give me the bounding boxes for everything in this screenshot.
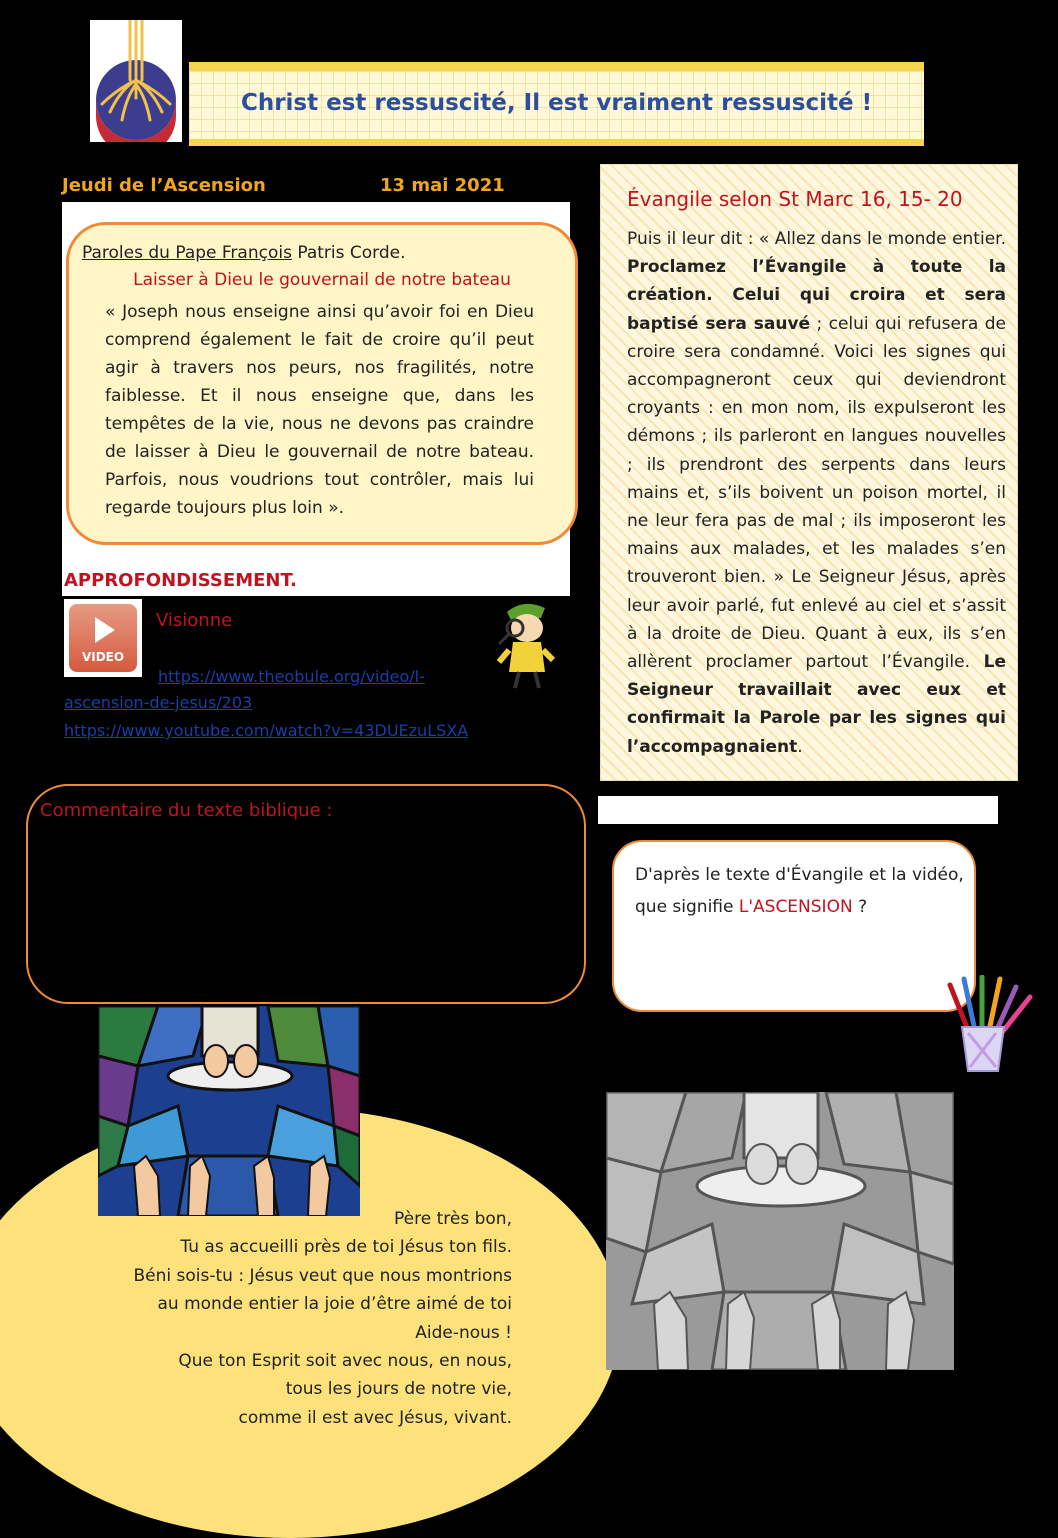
logo-icon bbox=[90, 20, 182, 142]
page-title: Christ est ressuscité, Il est vraiment ressuscité ! bbox=[240, 90, 873, 116]
question-highlight: L'ASCENSION bbox=[738, 897, 853, 917]
gospel-text-1: Puis il leur dit : « Allez dans le monde entier. bbox=[627, 229, 1006, 249]
play-icon bbox=[95, 617, 115, 643]
detective-mascot-icon bbox=[493, 598, 559, 694]
feast-date: 13 mai 2021 bbox=[380, 175, 505, 196]
question-text bbox=[635, 859, 965, 923]
pope-heading bbox=[82, 243, 406, 263]
pencils-icon bbox=[944, 975, 1044, 1073]
prayer-line: au monde entier la joie d’être aimé de toi bbox=[157, 1294, 512, 1315]
date-header bbox=[62, 175, 522, 201]
prayer-line: Tu as accueilli près de toi Jésus ton fils. bbox=[180, 1237, 512, 1258]
logo bbox=[90, 20, 182, 142]
prayer-line: Que ton Esprit soit avec nous, en nous, bbox=[178, 1351, 512, 1372]
theobule-link[interactable]: https://www.theobule.org/video/l- bbox=[158, 667, 425, 686]
prayer-text bbox=[70, 1205, 512, 1432]
prayer-line: Père très bon, bbox=[394, 1209, 512, 1229]
title-banner bbox=[189, 62, 924, 146]
prayer-line: Aide-nous ! bbox=[415, 1322, 512, 1343]
youtube-link[interactable]: https://www.youtube.com/watch?v=43DUEzuLSXA bbox=[64, 721, 469, 740]
pope-quote-text: « Joseph nous enseigne ainsi qu’avoir foi en Dieu comprend également le fait de croire qu’il peut agir à travers nos peurs, nos fragilités, notre faiblesse. Et il nous enseigne que, dans les tempêtes de la vie, nous ne devons pas craindre de laisser à Dieu le gouvernail de notre bateau. Parfois, nous voudrions tout contrôler, mais lui regarde toujours plus loin ». bbox=[105, 302, 534, 518]
feast-day: Jeudi de l’Ascension bbox=[62, 175, 266, 196]
white-strip bbox=[598, 796, 998, 824]
stained-glass-coloring-image bbox=[606, 1092, 954, 1370]
video-icon bbox=[69, 604, 137, 672]
video-icon-label: VIDEO bbox=[81, 650, 125, 664]
prayer-line: Béni sois-tu : Jésus veut que nous montrions bbox=[133, 1265, 512, 1286]
question-before: D'après le texte d'Évangile et la vidéo, que signifie bbox=[635, 865, 964, 917]
prayer-line: tous les jours de notre vie, bbox=[285, 1379, 512, 1400]
pope-subtitle: Laisser à Dieu le gouvernail de notre bateau bbox=[133, 270, 511, 290]
gospel-text-3: . bbox=[797, 736, 803, 757]
pope-heading-doc: Patris Corde. bbox=[291, 243, 406, 263]
gospel-bold-1: Proclamez l’Évangile à toute la création. Celui qui croira et sera baptisé sera sauvé bbox=[627, 257, 1006, 334]
gospel-text bbox=[627, 225, 1006, 761]
commentary-label: Commentaire du texte biblique : bbox=[40, 800, 333, 821]
video-action-label: Visionne bbox=[156, 610, 233, 631]
pope-heading-source: Paroles du Pape François bbox=[82, 243, 292, 263]
gospel-title: Évangile selon St Marc 16, 15- 20 bbox=[627, 187, 963, 211]
theobule-link-continued[interactable]: ascension-de-jesus/203 bbox=[64, 693, 253, 712]
stained-glass-image bbox=[98, 1006, 360, 1216]
question-after: ? bbox=[852, 897, 868, 917]
prayer-line: comme il est avec Jésus, vivant. bbox=[238, 1407, 512, 1428]
gospel-bold-2: Le Seigneur travaillait avec eux et confirmait la Parole par les signes qui l’accompagnaient bbox=[627, 652, 1006, 757]
video-button[interactable] bbox=[64, 599, 142, 677]
section-heading: APPROFONDISSEMENT. bbox=[64, 570, 297, 591]
gospel-text-2: ; celui qui refusera de croire sera condamné. Voici les signes qui accompagneront ceux qui deviendront croyants : en mon nom, ils expulseront les démons ; ils parleront en langues nouvelles ; ils prendront des serpents dans leurs mains et, s’ils boivent un poison mortel, il ne leur fera pas de mal ; ils imposeront les mains aux malades, et les malades s’en trouveront bien. » Le Seigneur Jésus, après leur avoir parlé, fut enlevé au ciel et s’assit à la droite de Dieu. Quant à eux, ils s’en allèrent proclamer partout l’Évangile. bbox=[627, 313, 1006, 673]
